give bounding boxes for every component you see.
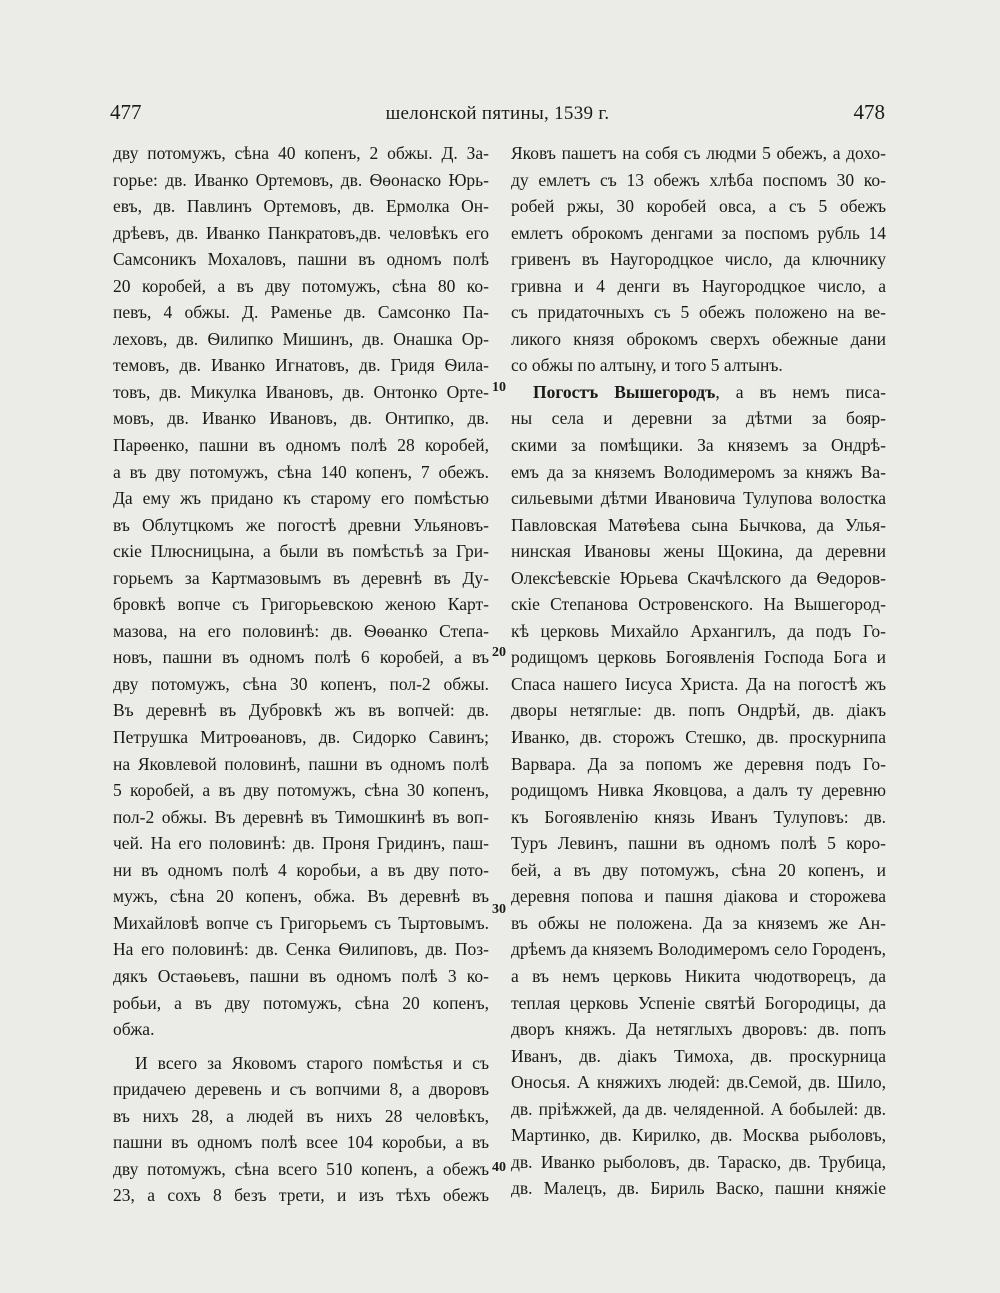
text-line: И всего за Яковомъ старого помѣстья и съ bbox=[135, 1052, 489, 1073]
text-line: Варвара. Да за попомъ же деревня подъ Го- bbox=[511, 753, 886, 774]
text-line: певъ, 4 обжы. Д. Раменье дв. Самсонко Па- bbox=[113, 302, 489, 323]
text-line: дрѣевъ, дв. Иванко Панкратовъ,дв. человѣкъ его bbox=[113, 222, 489, 243]
text-line: дв. Малецъ, дв. Бириль Васко, пашни княжіе bbox=[511, 1178, 886, 1199]
line-number-marker: 30 bbox=[492, 902, 506, 917]
text-line: горьемъ за Картмазовымъ въ деревнѣ въ Ду- bbox=[113, 567, 489, 588]
text-line: мазова, на его половинѣ: дв. Ѳөөанко Степа- bbox=[113, 620, 489, 641]
page-number-right: 478 bbox=[853, 100, 885, 124]
text-line: дрѣемъ да княземъ Володимеромъ село Городенъ, bbox=[511, 939, 886, 960]
running-header bbox=[110, 100, 885, 134]
text-line: Парѳенко, пашни въ одномъ полѣ 28 коробей, bbox=[113, 435, 489, 456]
text-line: съ придаточныхъ съ 5 обежъ положено на ве- bbox=[511, 302, 886, 323]
text-line: въ нихъ 28, а людей въ нихъ 28 человѣкъ, bbox=[113, 1105, 489, 1126]
text-line: родищомъ Нивка Яковцова, а далъ ту деревню bbox=[511, 780, 886, 801]
text-line: а въ немъ церковь Никита чюдотворецъ, да bbox=[511, 965, 886, 986]
text-line: въ Облутцкомъ же погостѣ древни Ульяновъ- bbox=[113, 514, 489, 535]
text-line: На его половинѣ: дв. Сенка Ѳилиповъ, дв. Поз- bbox=[113, 939, 489, 960]
page-number-left: 477 bbox=[110, 100, 142, 124]
text-line: темовъ, дв. Иванко Игнатовъ, дв. Гридя Ѳила- bbox=[113, 355, 489, 376]
line-number-marker: 40 bbox=[492, 1160, 506, 1175]
text-line: Иванъ, дв. діакъ Тимоха, дв. проскурница bbox=[511, 1045, 886, 1066]
text-line: ликого князя оброкомъ сверхъ обежные дани bbox=[511, 328, 886, 349]
text-line: Туръ Левинъ, пашни въ одномъ полѣ 5 коро- bbox=[511, 833, 886, 854]
text-line: робей ржы, 30 коробей овса, а съ 5 обежъ bbox=[511, 196, 886, 217]
running-title: шелонской пятины, 1539 г. bbox=[385, 103, 610, 124]
text-line: дворъ княжъ. Да нетяглыхъ дворовъ: дв. попъ bbox=[511, 1019, 886, 1040]
text-line: деревня попова и пашня діакова и сторожева bbox=[511, 886, 886, 907]
section-heading: Погостъ Вышегородъ bbox=[533, 381, 716, 402]
text-line: чей. На его половинѣ: дв. Проня Гридинъ, паш- bbox=[113, 833, 489, 854]
right-text-column bbox=[511, 140, 886, 1202]
text-line: бровкѣ вопче съ Григорьевскою женою Карт- bbox=[113, 594, 489, 615]
text-line: скіе Степанова Островенского. На Вышегород- bbox=[511, 594, 886, 615]
text-line: новъ, пашни въ одномъ полѣ 6 коробей, а въ bbox=[113, 647, 489, 668]
text-line: въ обжы не положена. Да за княземъ же Ан- bbox=[511, 912, 886, 933]
text-line: мовъ, дв. Иванко Ивановъ, дв. Онтипко, дв. bbox=[113, 408, 489, 429]
text-line: 23, а сохъ 8 безъ трети, и изъ тѣхъ обежъ bbox=[113, 1185, 489, 1206]
text-line: родищомъ церковь Богоявленія Господа Бога и bbox=[511, 647, 886, 668]
text-line: леховъ, дв. Ѳилипко Мишинъ, дв. Онашка Ор- bbox=[113, 328, 489, 349]
text-line: придачею деревень и съ вопчими 8, а дворовъ bbox=[113, 1079, 489, 1100]
text-line: Въ деревнѣ въ Дубровкѣ жъ въ вопчей: дв. bbox=[113, 700, 489, 721]
text-line: дв. Иванко рыболовъ, дв. Тараско, дв. Трубица, bbox=[511, 1151, 886, 1172]
text-line: гривна и 4 денги въ Наугородцкое число, а bbox=[511, 275, 886, 296]
text-line: Петрушка Митроѳановъ, дв. Сидорко Савинъ; bbox=[113, 727, 489, 748]
line-number-marker: 20 bbox=[492, 645, 506, 660]
text-line: Спаса нашего Іисуса Христа. Да на погостѣ жъ bbox=[511, 673, 886, 694]
text-line: робьи, а въ дву потомужъ, сѣна 20 копенъ, bbox=[113, 992, 489, 1013]
text-line: Олексѣевскіе Юрьева Скачѣлского да Ѳедоров- bbox=[511, 567, 886, 588]
text-line: дву потомужъ, сѣна 40 копенъ, 2 обжы. Д. За- bbox=[113, 143, 489, 163]
text-line: бей, а въ дву потомужъ, сѣна 20 копенъ, и bbox=[511, 859, 886, 880]
line-number-marker: 10 bbox=[492, 380, 506, 395]
text-line: 5 коробей, а въ дву потомужъ, сѣна 30 копенъ, bbox=[113, 780, 489, 801]
text-line: сильевыми дѣтми Ивановича Тулупова волостка bbox=[511, 488, 886, 509]
text-line: товъ, дв. Микулка Ивановъ, дв. Онтонко Орте- bbox=[113, 381, 489, 402]
text-line: Яковъ пашетъ на собя съ людми 5 обежъ, а дохо- bbox=[511, 143, 886, 163]
text-line: ду емлетъ съ 13 обежъ хлѣба поспомъ 30 ко- bbox=[511, 169, 886, 190]
text-line: кѣ церковь Михайло Архангилъ, да подъ Го- bbox=[511, 620, 886, 641]
text-line: Самсоникъ Мохаловъ, пашни въ одномъ полѣ bbox=[113, 249, 489, 270]
text-line: Иванко, дв. сторожъ Стешко, дв. проскурнипа bbox=[511, 727, 886, 748]
text-line: евъ, дв. Павлинъ Ортемовъ, дв. Ермолка Он- bbox=[113, 196, 489, 217]
text-line: ни въ одномъ полѣ 4 коробьи, а въ дву пото- bbox=[113, 859, 489, 880]
text-line: дякъ Остаѳьевъ, пашни въ одномъ полѣ 3 ко- bbox=[113, 965, 489, 986]
text-line: дворы нетяглые: дв. попъ Ондрѣй, дв. діакъ bbox=[511, 700, 886, 721]
text-line: Да ему жъ придано къ старому его помѣстью bbox=[113, 488, 489, 509]
text-line: пол-2 обжы. Въ деревнѣ въ Тимошкинѣ въ воп- bbox=[113, 806, 489, 827]
text-line: на Яковлевой половинѣ, пашни въ одномъ полѣ bbox=[113, 753, 489, 774]
text-line: емлетъ оброкомъ денгами за поспомъ рубль 14 bbox=[511, 222, 886, 243]
text-line: ны села и деревни за дѣтми за бояр- bbox=[511, 408, 886, 429]
text-line: горье: дв. Иванко Ортемовъ, дв. Ѳөонаско Юрь- bbox=[113, 169, 489, 190]
text-line: скими за помѣщики. За княземъ за Ондрѣ- bbox=[511, 435, 886, 456]
text-line: 20 коробей, а въ дву потомужъ, сѣна 80 ко- bbox=[113, 275, 489, 296]
text-line: пашни въ одномъ полѣ всее 104 коробьи, а въ bbox=[113, 1132, 489, 1153]
text-line: а въ дву потомужъ, сѣна 140 копенъ, 7 обежъ. bbox=[113, 461, 489, 482]
text-line: обжа. bbox=[113, 1019, 155, 1040]
text-line: Павловская Матѳѣева сына Бычкова, да Улья- bbox=[511, 514, 886, 535]
text-line: дв. пріѣжжей, да дв. челяденной. А бобылей: дв. bbox=[511, 1098, 886, 1119]
text-line: Мартинко, дв. Кирилко, дв. Москва рыболовъ, bbox=[511, 1125, 886, 1146]
text-line: мужъ, сѣна 20 копенъ, обжа. Въ деревнѣ въ bbox=[113, 886, 489, 907]
text-line: нинская Ивановы жены Щокина, да деревни bbox=[511, 541, 886, 562]
text-line: дву потомужъ, сѣна 30 копенъ, пол-2 обжы. bbox=[113, 673, 489, 694]
text-line: теплая церковь Успеніе святѣй Богородицы, да bbox=[511, 992, 886, 1013]
left-text-column bbox=[113, 140, 489, 1209]
text-line: Погостъ Вышегородъ, а въ немъ писа- bbox=[533, 381, 886, 402]
text-line: со обжы по алтыну, и того 5 алтынъ. bbox=[511, 355, 783, 376]
text-line: дву потомужъ, сѣна всего 510 копенъ, а обежъ bbox=[113, 1158, 489, 1179]
text-line: скіе Плюсницына, а были въ помѣстьѣ за Гри- bbox=[113, 541, 489, 562]
text-line: къ Богоявленію князь Иванъ Тулуповъ: дв. bbox=[511, 806, 886, 827]
text-line: Оносья. А княжихъ людей: дв.Семой, дв. Шило, bbox=[511, 1072, 886, 1093]
text-line: емъ да за княземъ Володимеромъ за княжъ Ва- bbox=[511, 461, 886, 482]
text-line: гривенъ въ Наугородцкое число, да ключнику bbox=[511, 249, 886, 270]
text-line: Михайловѣ вопче съ Григорьемъ съ Тыртовымъ. bbox=[113, 912, 489, 933]
